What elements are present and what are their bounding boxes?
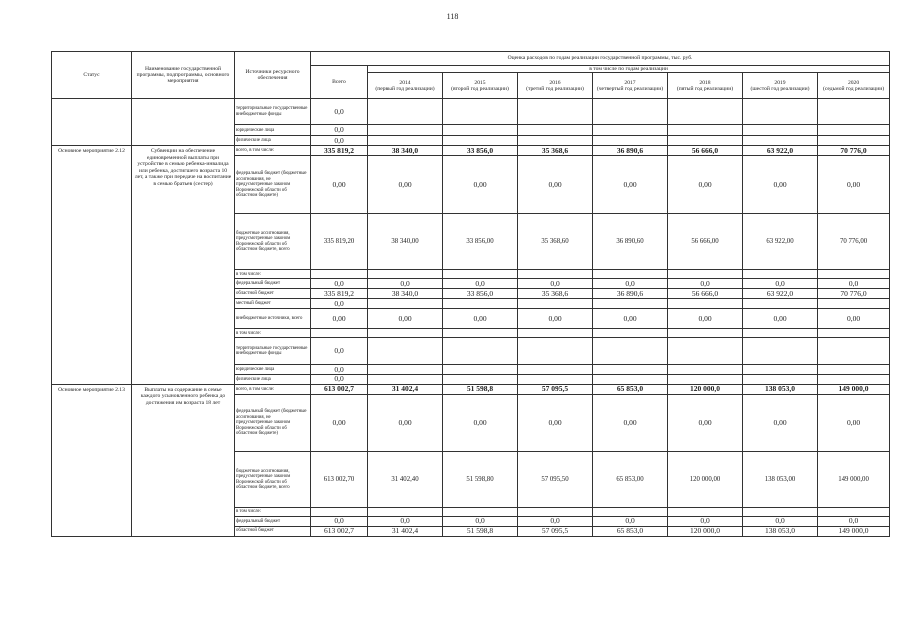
year-value-cell: 0,0	[368, 517, 443, 527]
year-value-cell	[368, 136, 443, 146]
estimate-header: Оценка расходов по годам реализации государственной программы, тыс. руб.	[311, 52, 890, 66]
year-value-cell	[518, 338, 593, 365]
by-years-header: в том числе по годам реализации	[368, 66, 890, 73]
year-value-cell: 0,00	[518, 156, 593, 214]
year-value-cell: 63 922,00	[743, 214, 818, 270]
year-value-cell	[518, 270, 593, 279]
year-value-cell: 0,0	[668, 279, 743, 289]
table-row	[52, 385, 890, 395]
year-value-cell	[443, 508, 518, 517]
year-value-cell: 65 853,0	[593, 526, 668, 536]
year-value-cell: 0,0	[518, 279, 593, 289]
year-value-cell: 0,00	[593, 309, 668, 329]
year-value-cell	[518, 329, 593, 338]
year-value-cell: 0,0	[668, 517, 743, 527]
year-value-cell: 0,00	[818, 309, 890, 329]
source-cell: областной бюджет	[235, 526, 311, 536]
year-header: 2018 (пятый год реализации)	[668, 73, 743, 99]
year-value-cell: 0,0	[818, 517, 890, 527]
year-value-cell	[743, 136, 818, 146]
budget-table	[51, 51, 890, 537]
total-cell	[311, 270, 368, 279]
year-value-cell	[443, 338, 518, 365]
year-value-cell	[368, 270, 443, 279]
year-value-cell: 56 666,0	[668, 289, 743, 299]
year-value-cell	[443, 299, 518, 309]
year-value-cell	[818, 329, 890, 338]
year-value-cell	[743, 365, 818, 375]
year-value-cell: 0,00	[518, 309, 593, 329]
year-value-cell: 35 368,6	[518, 146, 593, 156]
year-value-cell: 65 853,00	[593, 452, 668, 508]
year-value-cell: 0,00	[368, 309, 443, 329]
total-cell: 0,0	[311, 338, 368, 365]
year-value-cell	[518, 99, 593, 125]
year-value-cell	[743, 99, 818, 125]
total-cell	[311, 329, 368, 338]
year-value-cell	[518, 125, 593, 136]
year-value-cell	[818, 375, 890, 385]
total-cell: 0,0	[311, 299, 368, 309]
table-body	[52, 99, 890, 536]
year-value-cell	[368, 329, 443, 338]
status-cell: Основное мероприятие 2.12	[52, 146, 132, 385]
year-value-cell	[443, 329, 518, 338]
source-cell: федеральный бюджет	[235, 517, 311, 527]
total-cell: 0,0	[311, 125, 368, 136]
year-value-cell	[368, 375, 443, 385]
year-value-cell: 0,00	[443, 156, 518, 214]
year-value-cell	[593, 375, 668, 385]
total-cell: 0,0	[311, 375, 368, 385]
year-value-cell: 0,0	[518, 517, 593, 527]
source-cell: внебюджетные источники, всего	[235, 309, 311, 329]
year-value-cell: 0,0	[593, 279, 668, 289]
source-cell: федеральный бюджет	[235, 279, 311, 289]
year-value-cell: 0,00	[743, 156, 818, 214]
year-value-cell: 149 000,0	[818, 385, 890, 395]
year-value-cell	[593, 270, 668, 279]
year-value-cell	[518, 508, 593, 517]
year-value-cell: 0,0	[443, 279, 518, 289]
year-value-cell	[743, 508, 818, 517]
source-cell: физические лица	[235, 375, 311, 385]
total-cell: 0,0	[311, 365, 368, 375]
year-value-cell: 0,00	[443, 395, 518, 452]
year-value-cell	[593, 338, 668, 365]
year-value-cell	[668, 365, 743, 375]
status-cell	[52, 99, 132, 146]
year-value-cell	[818, 270, 890, 279]
year-value-cell	[443, 365, 518, 375]
year-value-cell: 36 890,6	[593, 146, 668, 156]
measure-name-cell: Выплаты на содержание в семье каждого усыновленного ребенка до достижения им возраста 18 лет	[132, 385, 235, 537]
year-value-cell	[443, 99, 518, 125]
year-value-cell	[368, 299, 443, 309]
year-value-cell	[818, 338, 890, 365]
total-cell: 0,00	[311, 156, 368, 214]
year-value-cell: 38 340,00	[368, 214, 443, 270]
total-cell: 613 002,70	[311, 452, 368, 508]
year-header: 2015 (второй год реализации)	[443, 73, 518, 99]
year-value-cell: 57 095,50	[518, 452, 593, 508]
year-value-cell: 0,00	[818, 156, 890, 214]
year-value-cell	[743, 338, 818, 365]
col-name-header: Наименование государственной программы, подпрограммы, основного мероприятия	[132, 52, 235, 99]
year-value-cell: 0,00	[743, 309, 818, 329]
year-value-cell: 31 402,4	[368, 385, 443, 395]
year-value-cell	[743, 375, 818, 385]
year-value-cell: 35 368,6	[518, 289, 593, 299]
year-value-cell: 36 890,60	[593, 214, 668, 270]
year-value-cell	[593, 99, 668, 125]
year-value-cell: 149 000,0	[818, 526, 890, 536]
year-value-cell: 38 340,0	[368, 146, 443, 156]
year-header: 2019 (шестой год реализации)	[743, 73, 818, 99]
year-value-cell: 138 053,0	[743, 526, 818, 536]
year-value-cell: 70 776,0	[818, 146, 890, 156]
year-value-cell	[593, 299, 668, 309]
year-value-cell: 120 000,0	[668, 526, 743, 536]
source-cell: бюджетные ассигнования, предусмотренные законом Воронежской области об областном бюджете, всего	[235, 452, 311, 508]
year-value-cell: 0,00	[668, 309, 743, 329]
page-number: 118	[446, 12, 459, 21]
source-cell: федеральный бюджет (бюджетные ассигнования, не предусмотренные законом Воронежской области об областном бюджете)	[235, 156, 311, 214]
year-value-cell	[668, 125, 743, 136]
year-value-cell: 33 856,00	[443, 214, 518, 270]
year-value-cell	[743, 270, 818, 279]
total-cell: 0,0	[311, 279, 368, 289]
year-value-cell: 0,0	[368, 279, 443, 289]
year-value-cell	[668, 508, 743, 517]
year-value-cell: 31 402,40	[368, 452, 443, 508]
year-value-cell: 0,00	[368, 395, 443, 452]
year-header: 2017 (четвертый год реализации)	[593, 73, 668, 99]
year-value-cell	[668, 375, 743, 385]
year-value-cell: 0,00	[593, 395, 668, 452]
year-value-cell: 70 776,0	[818, 289, 890, 299]
source-cell: в том числе:	[235, 508, 311, 517]
year-value-cell	[368, 99, 443, 125]
year-value-cell	[443, 125, 518, 136]
year-header: 2014 (первый год реализации)	[368, 73, 443, 99]
source-cell: юридические лица	[235, 365, 311, 375]
year-value-cell: 56 666,00	[668, 214, 743, 270]
year-value-cell: 33 856,0	[443, 289, 518, 299]
source-cell: в том числе:	[235, 270, 311, 279]
year-value-cell	[443, 136, 518, 146]
table-row	[52, 99, 890, 125]
year-value-cell: 70 776,00	[818, 214, 890, 270]
year-value-cell: 120 000,0	[668, 385, 743, 395]
year-value-cell: 0,0	[818, 279, 890, 289]
source-cell: областной бюджет	[235, 289, 311, 299]
year-header: 2020 (седьмой год реализации)	[818, 73, 890, 99]
year-value-cell: 0,00	[518, 395, 593, 452]
total-cell: 0,00	[311, 309, 368, 329]
year-value-cell: 138 053,0	[743, 385, 818, 395]
source-cell: в том числе:	[235, 329, 311, 338]
source-cell: территориальные государственные внебюджетные фонды	[235, 338, 311, 365]
table-row	[52, 146, 890, 156]
total-cell: 613 002,7	[311, 526, 368, 536]
total-cell: 335 819,2	[311, 146, 368, 156]
year-value-cell: 0,00	[668, 395, 743, 452]
year-value-cell	[818, 125, 890, 136]
year-value-cell	[368, 365, 443, 375]
year-value-cell	[518, 299, 593, 309]
year-value-cell: 36 890,6	[593, 289, 668, 299]
total-cell	[311, 508, 368, 517]
source-cell: местный бюджет	[235, 299, 311, 309]
source-cell: федеральный бюджет (бюджетные ассигнования, не предусмотренные законом Воронежской области об областном бюджете)	[235, 395, 311, 452]
year-value-cell: 57 095,5	[518, 526, 593, 536]
year-value-cell: 38 340,0	[368, 289, 443, 299]
year-value-cell: 57 095,5	[518, 385, 593, 395]
year-value-cell: 0,00	[818, 395, 890, 452]
year-value-cell	[518, 365, 593, 375]
year-value-cell	[593, 329, 668, 338]
year-value-cell	[818, 99, 890, 125]
year-value-cell: 149 000,00	[818, 452, 890, 508]
year-value-cell	[668, 270, 743, 279]
year-value-cell	[818, 299, 890, 309]
year-value-cell	[668, 136, 743, 146]
year-value-cell	[743, 299, 818, 309]
year-value-cell: 65 853,0	[593, 385, 668, 395]
source-cell: физические лица	[235, 136, 311, 146]
year-value-cell	[593, 136, 668, 146]
year-value-cell	[668, 299, 743, 309]
col-total-header: Всего	[311, 66, 368, 99]
year-value-cell	[368, 338, 443, 365]
source-cell: бюджетные ассигнования, предусмотренные законом Воронежской области об областном бюджете, всего	[235, 214, 311, 270]
year-value-cell: 0,0	[593, 517, 668, 527]
col-status-header: Статус	[52, 52, 132, 99]
table-header	[52, 52, 890, 99]
year-value-cell: 0,00	[443, 309, 518, 329]
total-cell: 0,0	[311, 517, 368, 527]
year-value-cell: 33 856,0	[443, 146, 518, 156]
year-value-cell	[518, 375, 593, 385]
total-cell: 613 002,7	[311, 385, 368, 395]
total-cell: 0,00	[311, 395, 368, 452]
year-value-cell: 35 368,60	[518, 214, 593, 270]
year-value-cell	[818, 365, 890, 375]
year-value-cell: 0,0	[743, 279, 818, 289]
year-value-cell: 63 922,0	[743, 289, 818, 299]
source-cell: территориальные государственные внебюджетные фонды	[235, 99, 311, 125]
measure-name-cell: Субвенции на обеспечение единовременной выплаты при устройстве в семью ребенка-инвалида или ребенка, достигшего возраста 10 лет, а также при передаче на воспитание в семью братьев (сестер)	[132, 146, 235, 385]
year-value-cell: 120 000,00	[668, 452, 743, 508]
source-cell: юридические лица	[235, 125, 311, 136]
year-value-cell: 51 598,8	[443, 526, 518, 536]
total-cell: 335 819,20	[311, 214, 368, 270]
year-value-cell	[368, 508, 443, 517]
year-value-cell	[443, 270, 518, 279]
year-value-cell	[668, 338, 743, 365]
year-value-cell: 0,00	[593, 156, 668, 214]
year-value-cell: 0,0	[743, 517, 818, 527]
year-value-cell	[743, 329, 818, 338]
year-value-cell	[593, 365, 668, 375]
measure-name-cell	[132, 99, 235, 146]
year-value-cell: 0,0	[443, 517, 518, 527]
year-value-cell	[818, 136, 890, 146]
year-value-cell	[368, 125, 443, 136]
year-value-cell	[593, 508, 668, 517]
year-value-cell	[668, 99, 743, 125]
total-cell: 0,0	[311, 136, 368, 146]
status-cell: Основное мероприятие 2.13	[52, 385, 132, 537]
source-cell: всего, в том числе:	[235, 385, 311, 395]
year-value-cell: 63 922,0	[743, 146, 818, 156]
year-value-cell	[818, 508, 890, 517]
year-value-cell: 51 598,80	[443, 452, 518, 508]
year-value-cell	[593, 125, 668, 136]
year-value-cell: 31 402,4	[368, 526, 443, 536]
source-cell: всего, в том числе:	[235, 146, 311, 156]
year-value-cell	[668, 329, 743, 338]
year-value-cell: 138 053,00	[743, 452, 818, 508]
year-value-cell: 56 666,0	[668, 146, 743, 156]
col-source-header: Источники ресурсного обеспечения	[235, 52, 311, 99]
year-value-cell: 0,00	[368, 156, 443, 214]
year-value-cell	[518, 136, 593, 146]
total-cell: 335 819,2	[311, 289, 368, 299]
year-value-cell: 51 598,8	[443, 385, 518, 395]
year-value-cell: 0,00	[668, 156, 743, 214]
year-header: 2016 (третий год реализации)	[518, 73, 593, 99]
year-value-cell: 0,00	[743, 395, 818, 452]
year-value-cell	[443, 375, 518, 385]
year-value-cell	[743, 125, 818, 136]
total-cell: 0,0	[311, 99, 368, 125]
